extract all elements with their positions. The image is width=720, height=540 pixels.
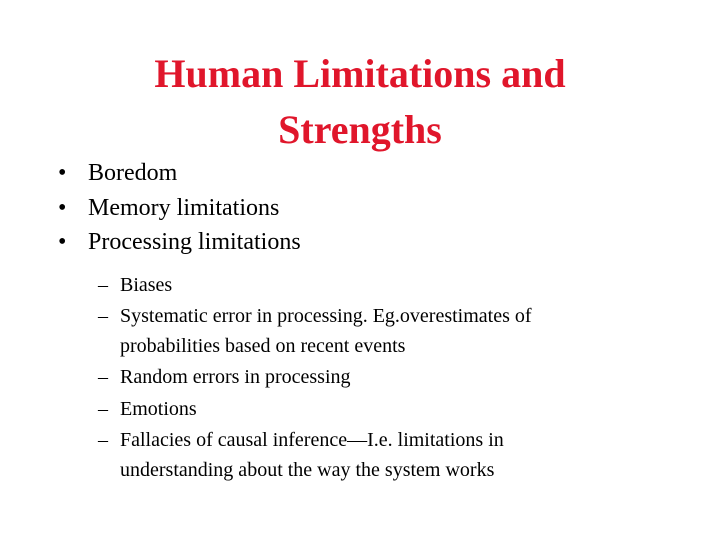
bullet-list (58, 156, 698, 260)
bullet-text: Memory limitations (88, 194, 280, 221)
dash-marker: – (98, 274, 108, 296)
sub-bullet-item (98, 394, 658, 424)
sub-bullet-text: Random errors in processing (120, 366, 351, 389)
bullet-marker: • (58, 229, 67, 255)
bullet-item (58, 191, 698, 226)
sub-bullet-item (98, 362, 658, 392)
sub-bullet-item (98, 301, 658, 361)
sub-bullet-text: Biases (120, 274, 173, 296)
slide-title (60, 46, 660, 158)
slide-title-line-2: Strengths (278, 107, 442, 152)
dash-marker: – (98, 305, 108, 328)
sub-bullet-text-continued: understanding about the way the system works (120, 458, 495, 481)
sub-bullet-item (98, 270, 658, 300)
sub-bullet-text: Emotions (120, 397, 197, 420)
dash-marker: – (98, 366, 108, 389)
slide-title-line-1: Human Limitations and (154, 51, 566, 96)
bullet-item (58, 156, 698, 191)
sub-bullet-list (98, 270, 658, 486)
bullet-item (58, 225, 698, 260)
sub-bullet-text: Fallacies of causal inference—I.e. limitations in (120, 428, 504, 451)
sub-bullet-text-continued: probabilities based on recent events (120, 335, 406, 358)
dash-marker: – (98, 397, 108, 420)
sub-bullet-item (98, 425, 658, 485)
bullet-marker: • (58, 194, 67, 221)
bullet-marker: • (58, 160, 67, 186)
bullet-text: Processing limitations (88, 229, 301, 255)
sub-bullet-text: Systematic error in processing. Eg.overestimates of (120, 305, 532, 328)
bullet-text: Boredom (88, 160, 178, 186)
dash-marker: – (98, 428, 108, 451)
